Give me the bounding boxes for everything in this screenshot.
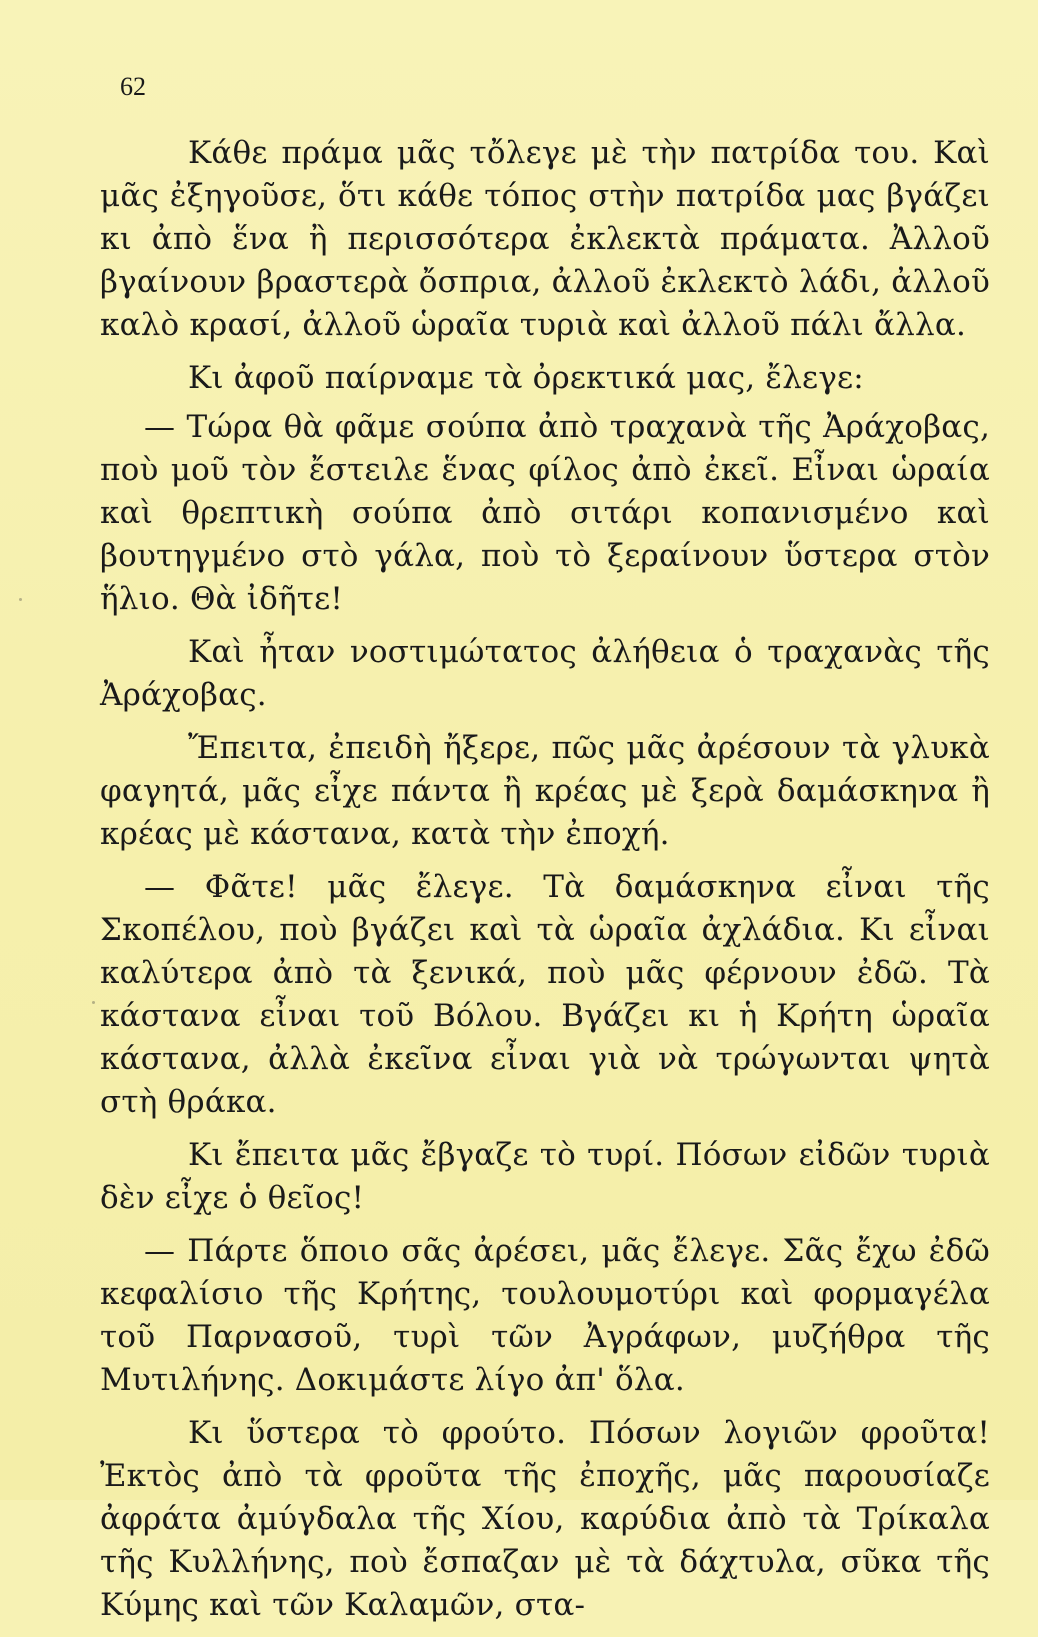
paragraph-3: — Τώρα θὰ φᾶμε σούπα ἀπὸ τραχανὰ τῆς Ἀράχοβας, ποὺ μοῦ τὸν ἔστειλε ἕνας φίλος ἀπὸ ἐκεῖ. Εἶναι ὡραία καὶ θρεπτικὴ σούπα ἀπὸ σιτάρι κοπανισμένο καὶ βουτηγμένο στὸ γάλα, ποὺ τὸ ξεραίνουν ὕστερα στὸν ἥλιο. Θὰ ἰδῆτε! (100, 409, 990, 617)
paragraph-2: Κι ἀφοῦ παίρναμε τὰ ὀρεκτικά μας, ἔλεγε: (188, 360, 864, 396)
paragraph-6: — Φᾶτε! μᾶς ἔλεγε. Τὰ δαμάσκηνα εἶναι τῆς Σκοπέλου, ποὺ βγάζει καὶ τὰ ὡραῖα ἀχλάδια. Κι εἶναι καλύτερα ἀπὸ τὰ ξενικά, ποὺ μᾶς φέρνουν ἐδῶ. Τὰ κάστανα εἶναι τοῦ Βόλου. Βγάζει κι ἡ Κρήτη ὡραῖα κάστανα, ἀλλὰ ἐκεῖνα εἶναι γιὰ νὰ τρώγωνται ψητὰ στὴ θράκα. (100, 869, 990, 1120)
paragraph-9: Κι ὕστερα τὸ φρούτο. Πόσων λογιῶν φροῦτα! Ἐκτὸς ἀπὸ τὰ φροῦτα τῆς ἐποχῆς, μᾶς παρουσίαζε ἀφράτα ἀμύγδαλα τῆς Χίου, καρύδια ἀπὸ τὰ Τρίκαλα τῆς Κυλλήνης, ποὺ ἔσπαζαν μὲ τὰ δάχτυλα, σῦκα τῆς Κύμης καὶ τῶν Καλαμῶν, στα- (100, 1415, 990, 1623)
paragraph-5: Ἔπειτα, ἐπειδὴ ἤξερε, πῶς μᾶς ἀρέσουν τὰ γλυκὰ φαγητά, μᾶς εἶχε πάντα ἢ κρέας μὲ ξερὰ δαμάσκηνα ἢ κρέας μὲ κάστανα, κατὰ τὴν ἐποχή. (100, 730, 990, 852)
print-speckle (19, 598, 22, 601)
body-text (100, 132, 990, 1637)
paragraph-4: Καὶ ἦταν νοστιμώτατος ἀλήθεια ὁ τραχανὰς τῆς Ἀράχοβας. (100, 634, 990, 713)
print-speckle (92, 1001, 95, 1004)
paragraph-8: — Πάρτε ὅποιο σᾶς ἀρέσει, μᾶς ἔλεγε. Σᾶς ἔχω ἐδῶ κεφαλίσιο τῆς Κρήτης, τουλουμοτύρι καὶ φορμαγέλα τοῦ Παρνασοῦ, τυρὶ τῶν Ἀγράφων, μυζήθρα τῆς Μυτιλήνης. Δοκιμάστε λίγο ἀπ' ὅλα. (100, 1233, 990, 1398)
paragraph-7: Κι ἔπειτα μᾶς ἔβγαζε τὸ τυρί. Πόσων εἰδῶν τυριὰ δὲν εἶχε ὁ θεῖος! (100, 1137, 990, 1216)
paragraph-1: Κάθε πράμα μᾶς τὄλεγε μὲ τὴν πατρίδα του. Καὶ μᾶς ἐξηγοῦσε, ὅτι κάθε τόπος στὴν πατρίδα μας βγάζει κι ἀπὸ ἕνα ἢ περισσότερα ἐκλεκτὰ πράματα. Ἀλλοῦ βγαίνουν βραστερὰ ὄσπρια, ἀλλοῦ ἐκλεκτὸ λάδι, ἀλλοῦ καλὸ κρασί, ἀλλοῦ ὡραῖα τυριὰ καὶ ἀλλοῦ πάλι ἄλλα. (100, 135, 990, 343)
page-number: 62 (120, 72, 146, 101)
